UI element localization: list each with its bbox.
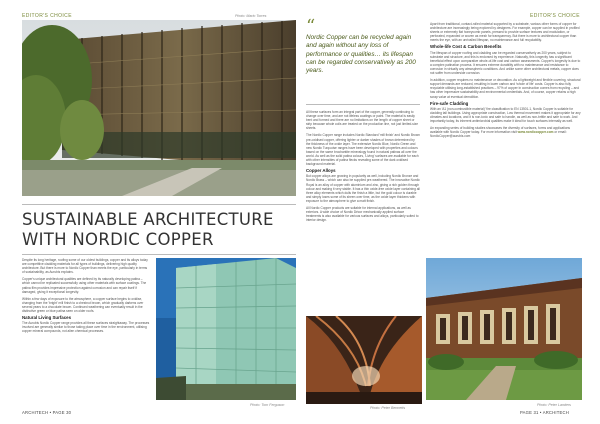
right-footer: PAGE 31 • ARCHITECH [520,410,569,415]
building-photo [426,258,582,400]
intro-paragraph-1: Despite its long heritage, roofing some of our oldest buildings, copper and its alloys today are competitive cladding materials for all types of buildings, delivering high quality architecture. But there is more to Nordic Copper than meets the eye, particularly in terms of sustainability, as Aurubis explains. [22,258,148,275]
title-divider-bottom [22,254,296,255]
hero-photo [22,20,296,196]
subhead-natural-living: Natural Living Surfaces [22,315,72,321]
quote-mark-icon: “ [306,16,316,37]
left-section-label: EDITOR'S CHOICE [22,13,72,19]
intro-paragraph-3: Within a few days of exposure to the atmosphere, a copper surface begins to oxidise, changing from the 'bright' mill finish to a chestnut brown, which gradually darkens over several years to a chocolate brown. Continued weathering can eventually result in the distinctive green or blue patina seen on older roofs. [22,296,144,314]
right-text-column [430,22,582,141]
building-photo-credit: Photo: Peter Landers [537,403,571,407]
fire-safe-paragraph-2-text: An expanding series of building studies showcases the diversity of surfaces, forms and applications available with Nordic Copper today. For more information visit [430,126,570,135]
email-link[interactable]: NordicCopper@aurubis.com [430,134,471,139]
side-photo-credit: Photo: Tom Ferguson [250,403,285,407]
intro-text-column [22,258,150,337]
alloys-paragraph-1: But copper alloys are growing in popularity as well, including Nordic Bronze and Nordic Brass – which can also be supplied pre-weathered. The innovative Nordic Royal is an alloy of copper with aluminium and zinc, giving a rich golden through colour and making it very stable. It has a thin oxide-free oxide layer containing all three alloy elements which dulls the finish a little, but the gold colour is durable and simply loses some of its sheen over time, as the oxide layer thickens with exposure to the atmosphere to give a matt finish. [306,174,420,203]
side-photo [156,258,296,400]
hero-photo-credit: Photo: Mario Torres [235,14,267,18]
page-title-line2: WITH NORDIC COPPER [22,230,214,249]
subhead-whole-life: Whole-life Cost & Carbon Benefits [430,44,502,50]
right-section-label: EDITOR'S CHOICE [530,13,580,19]
middle-paragraph-1: All these surfaces form an integral part of the copper, generally continuing to change over time, and are not lifeless coatings or paint. The material is easily bent and formed and there are no limitations on the length of copper sheet or strip because whole coils are treated on the production line, not just limited-size sheets. [306,110,418,131]
title-divider [22,204,296,205]
middle-paragraph-2: The Nordic Copper range includes Nordic Standard 'mill finish' and Nordic Brown pre-oxidised copper, offering lighter or darker shades of brown determined by the thickness of the oxide layer. The extensive Nordic Blue, Nordic Green and new Nordic Turquoise ranges have been developed with properties and colours based on the same brochantite mineralogy found in natural patinas all over the world. As well as the solid patina colours, 'Living' surfaces are available for each with other intensities of patina flecks revealing some of the dark oxidised background material. [306,133,420,167]
subhead-fire-safe: Fire-safe Cladding [430,100,469,106]
alloys-paragraph-2: All Nordic Copper products are suitable for internal applications, as well as exteriors. A wide choice of Nordic Décor mechanically applied surface treatments is also available for various surfaces and alloys, particularly suited to interior design. [306,205,419,223]
whole-life-paragraph-2: In addition, copper requires no maintenance or decoration. As a lightweight and flexible covering, structural support demands are reduced, resulting in lower carbon and 'whole of life' costs. Copper is also fully recyclable utilising long-established practices – 97% of copper in construction comes from recycling – and has other impressive sustainability and environmental credentials. And, of course, copper retains a high scrap value at eventual demolition. [430,78,581,99]
subhead-paragraph: The Aurubis Nordic Copper range provides all these surfaces straightaway. The processes involved are generally similar to those taking place over time in the environment, utilising copper mineral compounds, not alien chemical processes. [22,321,150,334]
subhead-copper-alloys: Copper Alloys [306,168,336,174]
middle-text-column [306,110,420,225]
interior-photo [306,316,422,404]
website-link[interactable]: www.nordiccopper.com [517,130,554,135]
quote-divider [306,104,420,105]
fire-safe-paragraph-1: With an 'A1 (non-combustible material)' fire classification to EN 13501-1, Nordic Copper is suitable for cladding tall buildings. Using appropriate construction, Low thermal movement makes it appropriate for any climates and locations, and it is non-toxic and safe to handle, as well as non-brittle and safe to work. And importantly today, its inherent antimicrobial qualities make it ideal for touch surfaces internally as well. [430,106,581,123]
fire-safe-paragraph-2 [430,126,582,138]
whole-life-paragraph-1: The lifespan of copper roofing and cladding can be regarded conservatively as 200 years, subject to substrate and structure, and this is endorsed by experience. Naturally, this longevity has a significant beneficial effect upon comparative whole-of-life cost and carbon assessments. Copper's longevity is due to a complex patination process. It ensures extreme durability with no maintenance and resistance to corrosion in virtually any atmospheric conditions. And unlike some other architectural metals, copper does not suffer from underside corrosion. [430,50,581,76]
email-prefix: or email: [554,130,567,135]
pull-quote: Nordic Copper can be recycled again and again without any loss of performance or qualities… its lifespan can be regarded conservatively as 200 years. [306,34,416,75]
intro-paragraph-2: Copper's unique architectural qualities are defined by its naturally developing patina – which cannot be replicated successfully using other materials with surface coatings. The patina film provides impressive protection against corrosion and can repair itself if damaged, giving it exceptional longevity. [22,277,147,294]
right-intro-paragraph: Apart from traditional, contact-rolled material supported by a substrate, various other forms of copper for architecture are increasingly being explored by designers. For example, copper can be supplied in profiled sheets or extremely flat honeycomb panels, pressed to provide surface textures and modulation, or perforated, expanded or woven as mesh for transparency. But there is more to architectural copper than meets the eye, with an unrivalled lifespan, no maintenance and full recyclability. [430,22,580,43]
left-footer: ARCHITECH • PAGE 30 [22,410,72,415]
page-title-line1: SUSTAINABLE ARCHITECTURE [22,210,274,229]
interior-photo-credit: Photo: Peter Bennetts [370,406,406,410]
